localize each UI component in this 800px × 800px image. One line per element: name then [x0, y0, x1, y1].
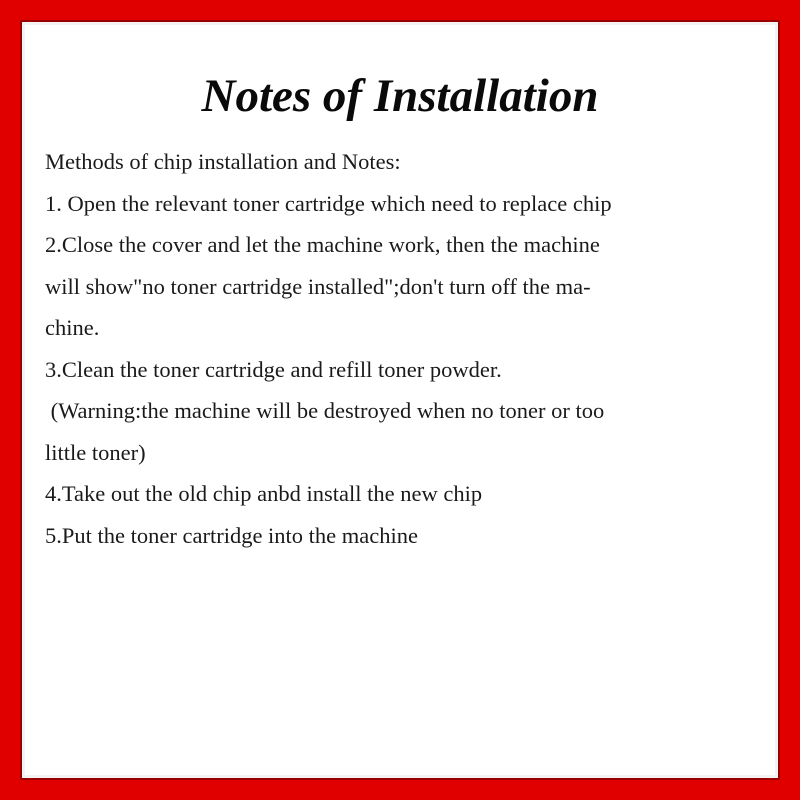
instruction-step-3: 3.Clean the toner cartridge and refill toner powder. [45, 356, 502, 382]
instruction-step-4: 4.Take out the old chip anbd install the new chip [45, 481, 483, 506]
instructions-text [45, 141, 775, 556]
instruction-step-5: 5.Put the toner cartridge into the machine [45, 522, 419, 548]
page-title: Notes of Installation [201, 70, 599, 122]
instruction-step-2: 2.Close the cover and let the machine work, then the machine [45, 232, 600, 257]
warning-note: (Warning:the machine will be destroyed when no toner or too [45, 398, 605, 423]
instruction-step-2-end: chine. [45, 315, 100, 340]
warning-note-end: little toner) [45, 439, 146, 465]
notes-panel [20, 20, 780, 780]
instructions-intro: Methods of chip installation and Notes: [45, 149, 401, 174]
instruction-step-2-cont: will show"no toner cartridge installed";don't turn off the ma- [45, 273, 591, 299]
instruction-step-1: 1. Open the relevant toner cartridge which need to replace chip [45, 190, 612, 216]
